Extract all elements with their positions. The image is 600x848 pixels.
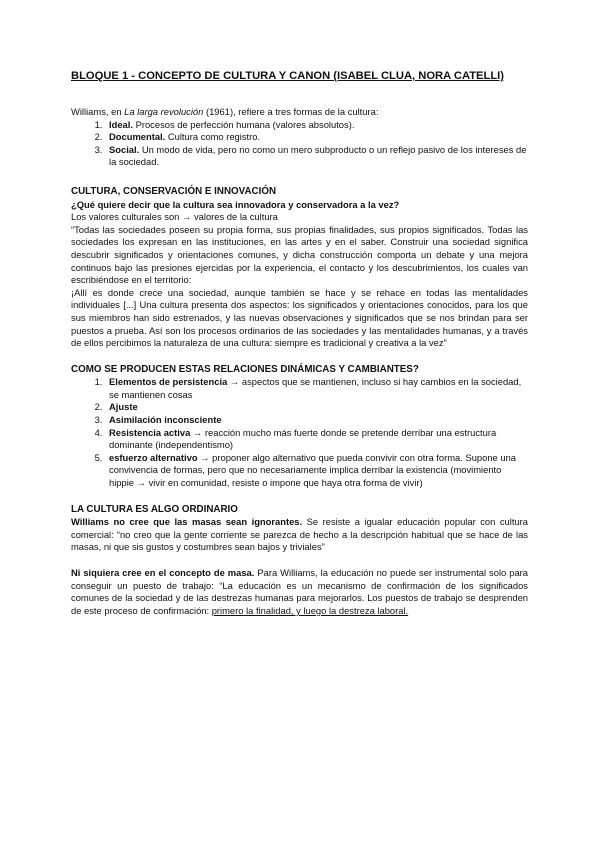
paragraph-text: Para Williams, la educación no puede ser instrumental solo para conseguir un puesto de trabajo: “La educación es un mecanismo de confirmación de los significados comunes de la sociedad y de las destrezas humanas para mejorarlos. Los puestos de trabajo se desprenden de este proceso de confirmación:: [71, 567, 528, 616]
item-term: Ajuste: [109, 401, 138, 413]
list-item: [105, 452, 528, 490]
section-heading: LA CULTURA ES ALGO ORDINARIO: [71, 503, 238, 515]
list-item: [105, 144, 528, 169]
item-term: Resistencia activa: [109, 426, 191, 438]
section-heading: COMO SE PRODUCEN ESTAS RELACIONES DINÁMICAS Y CAMBIANTES?: [71, 363, 419, 375]
book-title: La larga revolución: [124, 106, 204, 117]
section-heading: CULTURA, CONSERVACIÓN E INNOVACIÓN: [71, 185, 277, 197]
form-text: Procesos de perfección humana (valores absolutos).: [132, 118, 355, 130]
lead-bold: Williams no cree que las masas sean ignorantes.: [71, 516, 303, 528]
item-text: → reacción mucho más fuerte donde se pretende derribar una estructura dominante (independentismo): [109, 426, 497, 451]
page-content: [71, 69, 528, 617]
list-item: [105, 401, 528, 414]
item-term: Elementos de persistencia: [109, 376, 228, 388]
dynamics-list: [71, 376, 528, 489]
item-text: → aspectos que se mantienen, incluso si hay cambios en la sociedad, se mantienen cosas: [109, 376, 522, 400]
paragraph-text: Se resiste a igualar educación popular con cultura comercial: “no creo que la gente corriente se parezca de hecho a la descripción habitual que se hace de las masas, ni que sis gustos y costumbres sean bajos y triviales”: [71, 516, 528, 553]
quote-paragraph: ¡Allí es donde crece una sociedad, aunque también se hace y se rehace en todas las mentalidades individuales [...] Una cultura presenta dos aspectos: los significados y orientaciones conocidos, para los que sus miembros han sido estrenados, y las nuevas observaciones y significados que se nos brindan para ser puestos a prueba. Así son los procesos ordinarios de las sociedades y las mentalidades humanas, y a través de ellos percibimos la naturaleza de una cultura: siempre es tradicional y creativa a la vez”: [71, 286, 528, 349]
section-line: Los valores culturales son → valores de la cultura: [71, 211, 278, 223]
form-term: Documental.: [109, 131, 166, 143]
intro-pre: Williams, en: [71, 106, 125, 117]
form-text: Cultura como registro.: [165, 131, 261, 143]
item-term: esfuerzo alternativo: [109, 451, 198, 463]
page-title: BLOQUE 1 - CONCEPTO DE CULTURA Y CANON (ISABEL CLUA, NORA CATELLI): [71, 70, 505, 82]
list-item: [105, 427, 528, 452]
body-paragraph: [71, 516, 528, 554]
list-item: [105, 131, 528, 144]
quote-paragraph: “Todas las sociedades poseen su propia forma, sus propias finalidades, sus propios significados. Todas las sociedades los expresan en las instituciones, en las artes y en el saber. Construir una sociedad significa descubrir significados y orientaciones comunes, y dicha construcción comporta un debate y una mejora continuos bajo las presiones ejercidas por la experiencia, el contacto y los descubrimientos, los cuales van escribiéndose en el territorio:: [71, 223, 528, 286]
section-question: ¿Qué quiere decir que la cultura sea innovadora y conservadora a la vez?: [71, 198, 400, 210]
form-term: Social.: [109, 143, 140, 155]
item-text: → proponer algo alternativo que pueda convivir con otra forma. Supone una convivencia de formas, pero que no necesariamente implica derribar la existencia (movimiento hippie → vivir en comunidad, resiste o impone que haya otra forma de vivir): [109, 451, 517, 489]
list-item: [105, 376, 528, 401]
intro-paragraph: [71, 106, 528, 119]
list-item: [105, 414, 528, 427]
culture-forms-list: [71, 119, 528, 169]
form-text: Un modo de vida, pero no como un mero subproducto o un reflejo pasivo de los intereses de la sociedad.: [109, 143, 527, 168]
body-paragraph: [71, 567, 528, 617]
list-item: [105, 119, 528, 132]
lead-bold: Ni siquiera cree en el concepto de masa.: [71, 567, 255, 578]
item-term: Asimilación inconsciente: [109, 414, 222, 426]
form-term: Ideal.: [109, 118, 133, 130]
intro-post: (1961), refiere a tres formas de la cultura:: [203, 106, 379, 117]
underlined-text: primero la finalidad, y luego la destreza laboral.: [211, 604, 409, 616]
